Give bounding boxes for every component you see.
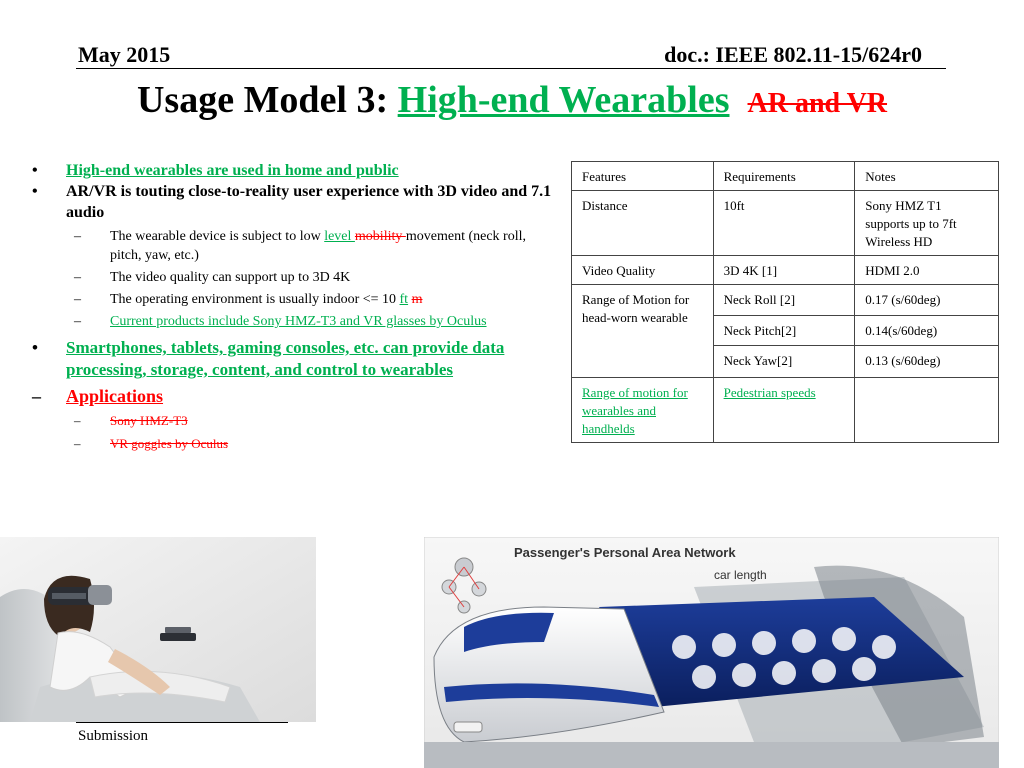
table-header-cell: Features xyxy=(572,162,714,191)
figure-label: car length xyxy=(714,568,767,582)
bullet-2: • AR/VR is touting close-to-reality user experience with 3D video and 7.1 audio xyxy=(32,183,552,221)
slide-title xyxy=(0,78,1024,122)
bullet-1: • High-end wearables are used in home and public xyxy=(32,162,399,179)
hmd-user-photo xyxy=(0,537,316,722)
requirements-table xyxy=(571,161,999,443)
footer-rule xyxy=(76,722,288,723)
table-cell: 10ft xyxy=(713,191,855,256)
table-cell: 3D 4K [1] xyxy=(713,256,855,285)
title-struck: AR and VR xyxy=(747,88,888,119)
table-cell: Distance xyxy=(572,191,714,256)
table-cell: Neck Pitch[2] xyxy=(713,316,855,346)
table-cell: Range of motion for wearables and handhelds xyxy=(572,378,714,443)
table-cell: 0.14(s/60deg) xyxy=(855,316,999,346)
table-row xyxy=(572,378,999,443)
table-cell xyxy=(855,378,999,443)
train-cutaway-svg xyxy=(424,537,999,768)
sub-bullet-2: – The video quality can support up to 3D 4K xyxy=(74,270,351,285)
table-cell: 0.13 (s/60deg) xyxy=(855,346,999,378)
table-cell: HDMI 2.0 xyxy=(855,256,999,285)
header-doc-id: doc.: IEEE 802.11-15/624r0 xyxy=(664,42,922,67)
hmd-user-illustration xyxy=(0,537,316,722)
applications-heading: – Applications xyxy=(32,386,164,406)
application-item: – VR goggles by Oculus xyxy=(74,436,229,451)
header-date: May 2015 xyxy=(78,42,171,67)
header-rule xyxy=(76,68,946,69)
table-cell: Neck Roll [2] xyxy=(713,285,855,316)
footer-submission: Submission xyxy=(78,728,149,744)
table-header-cell: Notes xyxy=(855,162,999,191)
table-cell: Range of Motion for head-worn wearable xyxy=(572,285,714,378)
table-header-cell: Requirements xyxy=(713,162,855,191)
table-header-row xyxy=(572,162,999,191)
bullet-3: • Smartphones, tablets, gaming consoles, etc. can provide data processing, storage, content, and control to wearables xyxy=(32,338,505,379)
sub-bullet-4: – Current products include Sony HMZ-T3 and VR glasses by Oculus xyxy=(74,314,487,329)
table-row xyxy=(572,256,999,285)
table-cell: 0.17 (s/60deg) xyxy=(855,285,999,316)
table-cell: Neck Yaw[2] xyxy=(713,346,855,378)
table-cell: Sony HMZ T1 supports up to 7ft Wireless HD xyxy=(855,191,999,256)
title-main: Usage Model 3: xyxy=(136,79,398,121)
title-highlight: High-end Wearables xyxy=(397,79,730,121)
table-cell: Video Quality xyxy=(572,256,714,285)
table-row xyxy=(572,285,999,316)
table-cell: Pedestrian speeds xyxy=(713,378,855,443)
application-item: – Sony HMZ-T3 xyxy=(74,413,188,428)
sub-bullet-1: – The wearable device is subject to low level mobility movement (neck roll, pitch, yaw, etc.) xyxy=(74,229,527,263)
figure-title: Passenger's Personal Area Network xyxy=(514,545,736,560)
sub-bullet-3: – The operating environment is usually indoor <= 10 ft m xyxy=(74,292,423,307)
table-row xyxy=(572,191,999,256)
train-pan-illustration xyxy=(424,537,999,768)
bullet-list xyxy=(28,160,558,455)
